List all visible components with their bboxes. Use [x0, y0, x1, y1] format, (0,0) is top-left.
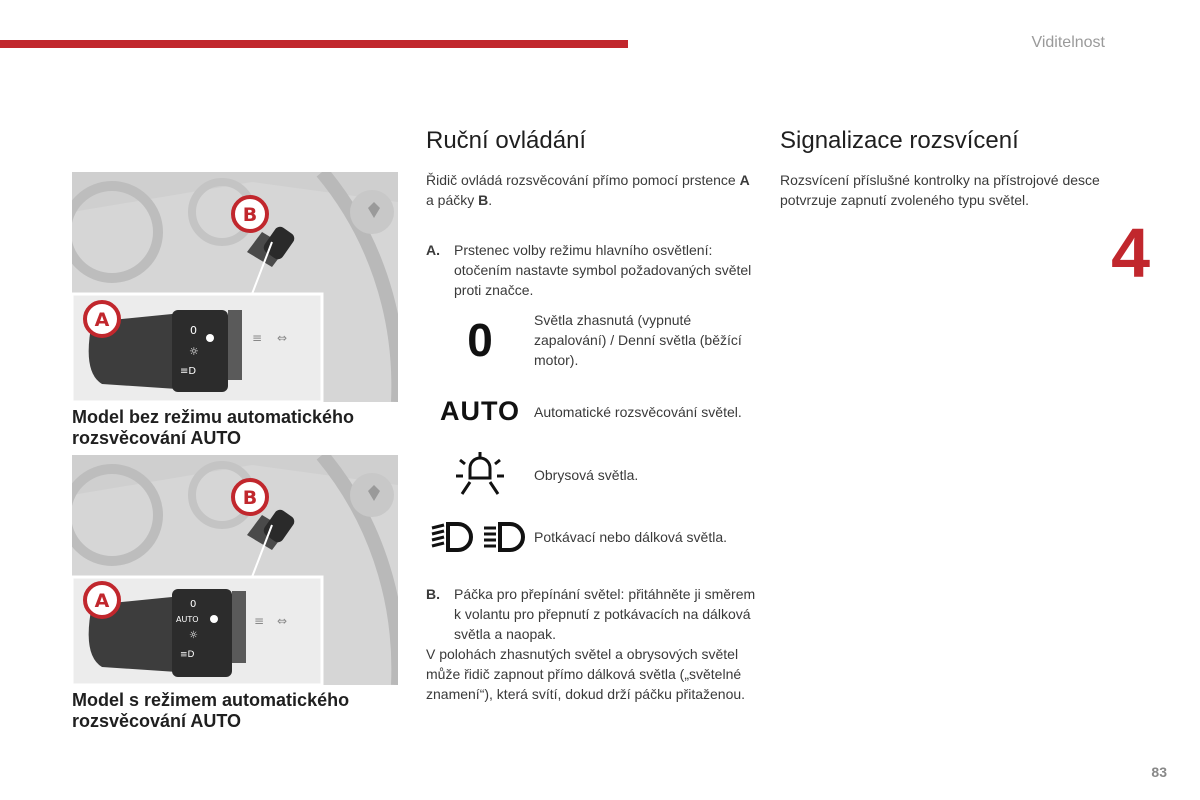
ring-symbol-auto: AUTO: [176, 615, 199, 624]
svg-text:⇔: ⇔: [277, 614, 288, 628]
symbol-zero-text: Světla zhasnutá (vypnuté zapalování) / Denní světla (běžící motor).: [534, 312, 742, 368]
ring-symbol-headlights: ≡D: [180, 366, 197, 377]
svg-text:≡: ≡: [252, 331, 263, 345]
symbol-sidelights-text: Obrysová světla.: [534, 467, 639, 483]
item-b-section: [426, 584, 756, 704]
ring-symbol-zero: 0: [190, 599, 197, 610]
symbol-row-auto: [426, 398, 756, 425]
ring-symbol-headlights: ≡D: [180, 650, 195, 660]
svg-text:B: B: [242, 487, 258, 509]
manual-control-section: [426, 126, 756, 300]
item-a-mark: A.: [426, 242, 440, 258]
header-red-bar: [0, 40, 628, 48]
auto-symbol-icon: AUTO: [439, 396, 520, 426]
ring-symbol-sidelights: ☼: [189, 630, 198, 641]
running-head: Viditelnost: [1031, 34, 1105, 51]
caption-without-auto: Model bez režimu automatického rozsvěcování AUTO: [72, 407, 355, 448]
caption-with-auto: Model s režimem automatického rozsvěcování AUTO: [72, 690, 350, 731]
signal-title: Signalizace rozsvícení: [780, 127, 1019, 154]
signal-text: Rozsvícení příslušné kontrolky na přístrojové desce potvrzuje zapnutí zvoleného typu světel.: [780, 172, 1100, 208]
ring-symbol-zero: 0: [190, 324, 197, 337]
svg-text:A: A: [94, 309, 110, 331]
zero-symbol-icon: 0: [467, 314, 493, 366]
svg-text:⇔: ⇔: [277, 331, 288, 345]
symbol-row-zero: [426, 310, 756, 370]
symbol-auto-text: Automatické rozsvěcování světel.: [534, 403, 742, 420]
illustration-stalk-without-auto: [72, 172, 398, 402]
item-a: [426, 240, 756, 300]
sidelights-icon: [426, 450, 534, 500]
item-b-text: Páčka pro přepínání světel: přitáhněte ji směrem k volantu pro přepnutí z potkávacích na dálková světla a naopak.: [454, 586, 756, 642]
svg-text:B: B: [242, 204, 258, 226]
svg-text:≡: ≡: [254, 614, 265, 628]
signal-section: [780, 126, 1120, 210]
manual-intro: Řidič ovládá rozsvěcování přímo pomocí prstence A a páčky B.: [426, 172, 750, 208]
svg-text:A: A: [94, 590, 110, 612]
illustration-stalk-with-auto: [72, 455, 398, 685]
symbol-headlights-text: Potkávací nebo dálková světla.: [534, 529, 728, 545]
item-b-mark: B.: [426, 586, 440, 602]
item-b-note: V polohách zhasnutých světel a obrysových světel může řidič zapnout přímo dálková světla („světelné znamení“), která svítí, dokud drží páčku přitaženou.: [426, 646, 746, 702]
symbol-row-headlights: [426, 520, 756, 554]
item-a-text: Prstenec volby režimu hlavního osvětlení: otočením nastavte symbol požadovaných světel proti značce.: [454, 242, 752, 298]
chapter-number: 4: [1111, 214, 1150, 292]
headlights-icon: [426, 520, 534, 554]
manual-control-title: Ruční ovládání: [426, 127, 587, 154]
ring-symbol-sidelights: ☼: [189, 345, 199, 358]
page-number: 83: [1151, 764, 1167, 780]
item-b: [426, 584, 756, 644]
symbol-row-sidelights: [426, 450, 756, 500]
